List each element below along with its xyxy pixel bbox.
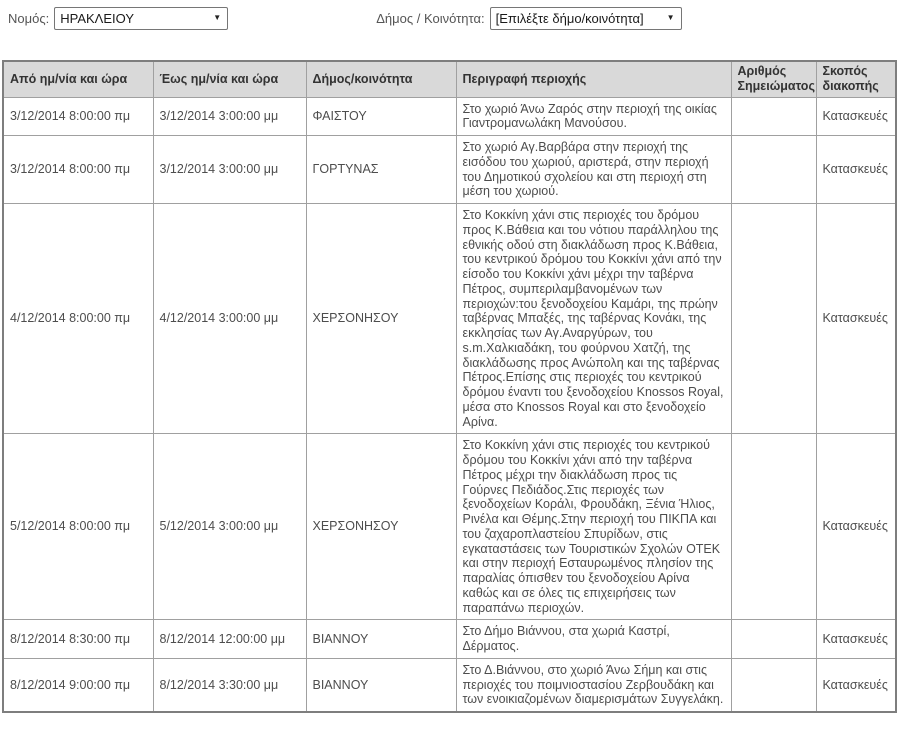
cell-purpose: Κατασκευές	[816, 658, 896, 712]
header-row	[3, 61, 896, 97]
dimos-label: Δήμος / Κοινότητα:	[376, 10, 485, 26]
column-header-municipality: Δήμος/κοινότητα	[306, 61, 456, 97]
cell-to: 3/12/2014 3:00:00 μμ	[153, 97, 306, 136]
cell-municipality: ΧΕΡΣΟΝΗΣΟΥ	[306, 204, 456, 434]
column-header-note-number: Αριθμός Σημειώματος	[731, 61, 816, 97]
table-row	[3, 434, 896, 620]
cell-purpose: Κατασκευές	[816, 97, 896, 136]
table-row	[3, 620, 896, 659]
cell-description: Στο Δ.Βιάννου, στο χωριό Άνω Σήμη και στις περιοχές του ποιμνιοστασίου Ζερβουδάκη και των ενοικιαζομένων διαμερισμάτων Συγγελάκη.	[456, 658, 731, 712]
cell-from: 3/12/2014 8:00:00 πμ	[3, 136, 153, 204]
cell-purpose: Κατασκευές	[816, 204, 896, 434]
cell-description: Στο χωριό Άνω Ζαρός στην περιοχή της οικίας Γιαντρομανωλάκη Μανούσου.	[456, 97, 731, 136]
cell-from: 4/12/2014 8:00:00 πμ	[3, 204, 153, 434]
table-row	[3, 136, 896, 204]
nomos-select[interactable]	[54, 7, 228, 30]
table-row	[3, 658, 896, 712]
cell-from: 8/12/2014 8:30:00 πμ	[3, 620, 153, 659]
filter-bar	[0, 0, 900, 30]
cell-municipality: ΒΙΑΝΝΟΥ	[306, 620, 456, 659]
cell-municipality: ΦΑΙΣΤΟΥ	[306, 97, 456, 136]
table-row	[3, 204, 896, 434]
cell-municipality: ΧΕΡΣΟΝΗΣΟΥ	[306, 434, 456, 620]
nomos-select-wrap	[54, 7, 228, 30]
dimos-select[interactable]	[490, 7, 682, 30]
cell-description: Στο Δήμο Βιάννου, στα χωριά Καστρί, Δέρματος.	[456, 620, 731, 659]
cell-note-number	[731, 97, 816, 136]
nomos-label: Νομός:	[8, 10, 50, 26]
cell-description: Στο Κοκκίνη χάνι στις περιοχές του δρόμου προς Κ.Βάθεια και του νότιου παράλληλου της εθνικής οδού στη διακλάδωση προς Κ.Βάθεια, του κεντρικού δρόμου του Κοκκίνι χάνι από την είσοδο του Κοκκίνι χάνι μέχρι την ταβέρνα Πέτρος, συμπεριλαμβανομένων των περιοχών:του ξενοδοχείου Καμάρι, της πρώην ταβέρνας Μπαξές, της ταβέρνας Κονάκι, της εκκλησίας των Αγ.Αναργύρων, του s.m.Χαλκιαδάκη, του φούρνου Χατζή, της διακλάδωσης προς Ανώπολη και της ταβέρνας Πέτρος.Επίσης στις περιοχές του κεντρικού δρόμου έναντι του ξενοδοχείου Knossos Royal, μέσα στο Knossos Royal και στο ξενοδοχείο Αρίνα.	[456, 204, 731, 434]
chevron-down-icon: ▼	[666, 12, 675, 22]
cell-municipality: ΓΟΡΤΥΝΑΣ	[306, 136, 456, 204]
cell-municipality: ΒΙΑΝΝΟΥ	[306, 658, 456, 712]
outage-table	[2, 60, 897, 713]
cell-purpose: Κατασκευές	[816, 136, 896, 204]
column-header-from: Από ημ/νία και ώρα	[3, 61, 153, 97]
cell-to: 5/12/2014 3:00:00 μμ	[153, 434, 306, 620]
cell-note-number	[731, 658, 816, 712]
cell-to: 3/12/2014 3:00:00 μμ	[153, 136, 306, 204]
cell-purpose: Κατασκευές	[816, 434, 896, 620]
cell-description: Στο χωριό Αγ.Βαρβάρα στην περιοχή της εισόδου του χωριού, αριστερά, στην περιοχή του Δημοτικού σχολείου και στη περιοχή στη μέση του χωριού.	[456, 136, 731, 204]
dimos-select-wrap	[490, 7, 682, 30]
chevron-down-icon: ▼	[213, 12, 222, 22]
cell-to: 4/12/2014 3:00:00 μμ	[153, 204, 306, 434]
table-row	[3, 97, 896, 136]
column-header-description: Περιγραφή περιοχής	[456, 61, 731, 97]
column-header-to: Έως ημ/νία και ώρα	[153, 61, 306, 97]
cell-to: 8/12/2014 3:30:00 μμ	[153, 658, 306, 712]
cell-note-number	[731, 434, 816, 620]
cell-note-number	[731, 620, 816, 659]
cell-purpose: Κατασκευές	[816, 620, 896, 659]
column-header-purpose: Σκοπός διακοπής	[816, 61, 896, 97]
cell-note-number	[731, 204, 816, 434]
cell-from: 3/12/2014 8:00:00 πμ	[3, 97, 153, 136]
cell-from: 8/12/2014 9:00:00 πμ	[3, 658, 153, 712]
cell-note-number	[731, 136, 816, 204]
cell-description: Στο Κοκκίνη χάνι στις περιοχές του κεντρικού δρόμου του Κοκκίνι χάνι από την ταβέρνα Πέτρος μέχρι την διακλάδωση προς τις Γούρνες Πεδιάδος.Στις περιοχές των ξενοδοχείων Κοράλι, Φρουδάκη, Ξένια Ήλιος, Ρινέλα και Θέμης.Στην περιοχή του ΠΙΚΠΑ και του ζαχαροπλαστείου Σπυρίδων, στις εγκαταστάσεις των Τουριστικών Σχολών ΟΤΕΚ και στην περιοχή Εσταυρωμένος πλησίον της παραλίας όπισθεν του ξενοδοχείου Αρίνα καθώς και σε όλες τις επιχειρήσεις των παραπάνω περιοχών.	[456, 434, 731, 620]
cell-to: 8/12/2014 12:00:00 μμ	[153, 620, 306, 659]
cell-from: 5/12/2014 8:00:00 πμ	[3, 434, 153, 620]
